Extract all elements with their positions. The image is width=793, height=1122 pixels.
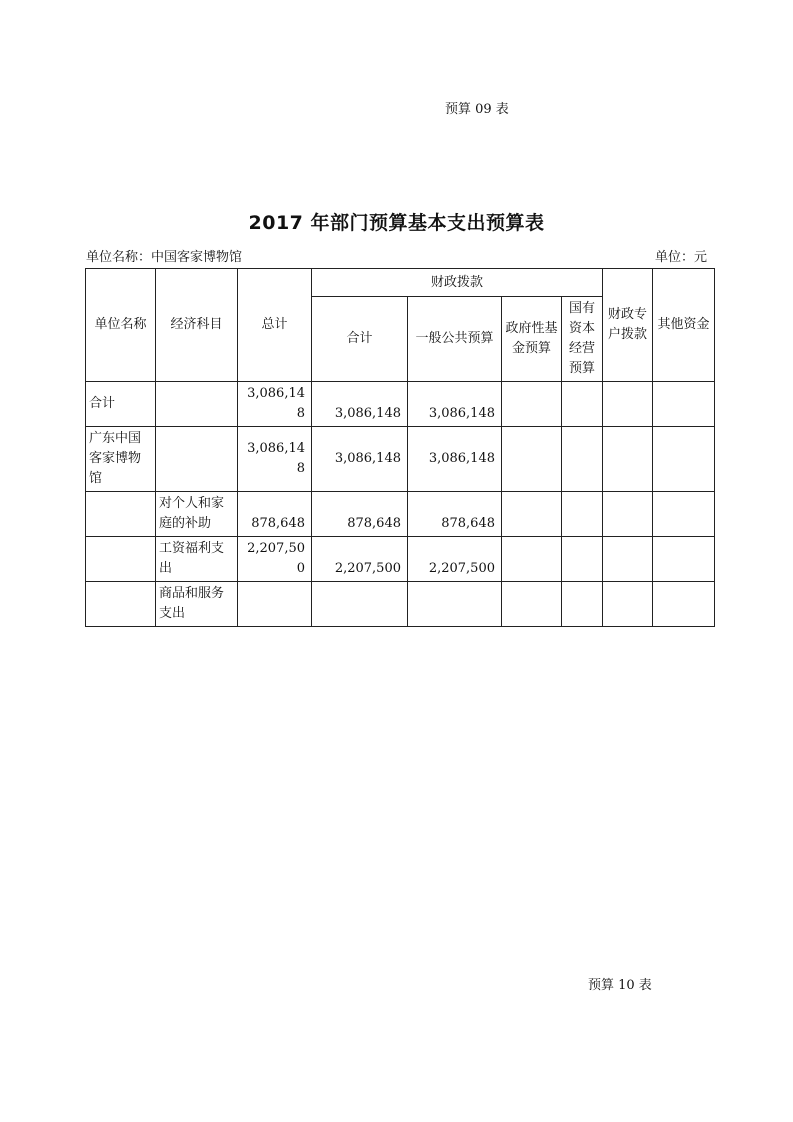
cell-other bbox=[653, 382, 715, 427]
cell-state-capital bbox=[562, 582, 603, 627]
header-econ-subject: 经济科目 bbox=[156, 269, 238, 382]
cell-fiscal-total: 878,648 bbox=[312, 492, 408, 537]
cell-fiscal-total: 3,086,148 bbox=[312, 382, 408, 427]
cell-fiscal-total: 2,207,500 bbox=[312, 537, 408, 582]
header-total: 总计 bbox=[238, 269, 312, 382]
cell-state-capital bbox=[562, 427, 603, 492]
cell-unit bbox=[86, 582, 156, 627]
header-fiscal-special-account: 财政专户拨款 bbox=[603, 269, 653, 382]
cell-general: 2,207,500 bbox=[408, 537, 502, 582]
unit-name-label: 单位名称：中国客家博物馆 bbox=[86, 250, 243, 265]
header-state-capital-budget: 国有资本经营预算 bbox=[562, 297, 603, 382]
cell-total: 878,648 bbox=[238, 492, 312, 537]
cell-subject: 对个人和家庭的补助 bbox=[156, 492, 238, 537]
cell-subject: 工资福利支出 bbox=[156, 537, 238, 582]
cell-other bbox=[653, 537, 715, 582]
cell-unit: 合计 bbox=[86, 382, 156, 427]
cell-fiscal-total: 3,086,148 bbox=[312, 427, 408, 492]
cell-state-capital bbox=[562, 537, 603, 582]
table-row bbox=[86, 382, 715, 427]
cell-total: 3,086,148 bbox=[238, 382, 312, 427]
header-unit-name: 单位名称 bbox=[86, 269, 156, 382]
cell-special-account bbox=[603, 537, 653, 582]
budget-table bbox=[85, 268, 715, 627]
currency-unit-label: 单位：元 bbox=[654, 250, 707, 265]
page-label-bottom: 预算 10 表 bbox=[588, 978, 652, 993]
cell-state-capital bbox=[562, 492, 603, 537]
cell-gov-fund bbox=[502, 582, 562, 627]
cell-special-account bbox=[603, 427, 653, 492]
header-other-funds: 其他资金 bbox=[653, 269, 715, 382]
document-title: 2017 年部门预算基本支出预算表 bbox=[248, 212, 545, 234]
cell-subject: 商品和服务支出 bbox=[156, 582, 238, 627]
cell-general: 878,648 bbox=[408, 492, 502, 537]
cell-other bbox=[653, 582, 715, 627]
cell-total: 3,086,148 bbox=[238, 427, 312, 492]
cell-state-capital bbox=[562, 382, 603, 427]
cell-other bbox=[653, 427, 715, 492]
table-row bbox=[86, 537, 715, 582]
cell-other bbox=[653, 492, 715, 537]
cell-subject bbox=[156, 427, 238, 492]
cell-unit: 广东中国客家博物馆 bbox=[86, 427, 156, 492]
cell-subject bbox=[156, 382, 238, 427]
header-fiscal-allocation: 财政拨款 bbox=[312, 269, 603, 297]
cell-special-account bbox=[603, 492, 653, 537]
header-fiscal-total: 合计 bbox=[312, 297, 408, 382]
cell-unit bbox=[86, 537, 156, 582]
table-row bbox=[86, 492, 715, 537]
header-gov-fund-budget: 政府性基金预算 bbox=[502, 297, 562, 382]
cell-general bbox=[408, 582, 502, 627]
cell-general: 3,086,148 bbox=[408, 427, 502, 492]
cell-gov-fund bbox=[502, 537, 562, 582]
page-label-top: 预算 09 表 bbox=[445, 102, 509, 117]
cell-special-account bbox=[603, 582, 653, 627]
cell-total bbox=[238, 582, 312, 627]
cell-gov-fund bbox=[502, 427, 562, 492]
cell-total: 2,207,500 bbox=[238, 537, 312, 582]
cell-gov-fund bbox=[502, 382, 562, 427]
cell-fiscal-total bbox=[312, 582, 408, 627]
cell-gov-fund bbox=[502, 492, 562, 537]
cell-general: 3,086,148 bbox=[408, 382, 502, 427]
cell-special-account bbox=[603, 382, 653, 427]
header-general-public-budget: 一般公共预算 bbox=[408, 297, 502, 382]
cell-unit bbox=[86, 492, 156, 537]
table-row bbox=[86, 427, 715, 492]
table-row bbox=[86, 582, 715, 627]
